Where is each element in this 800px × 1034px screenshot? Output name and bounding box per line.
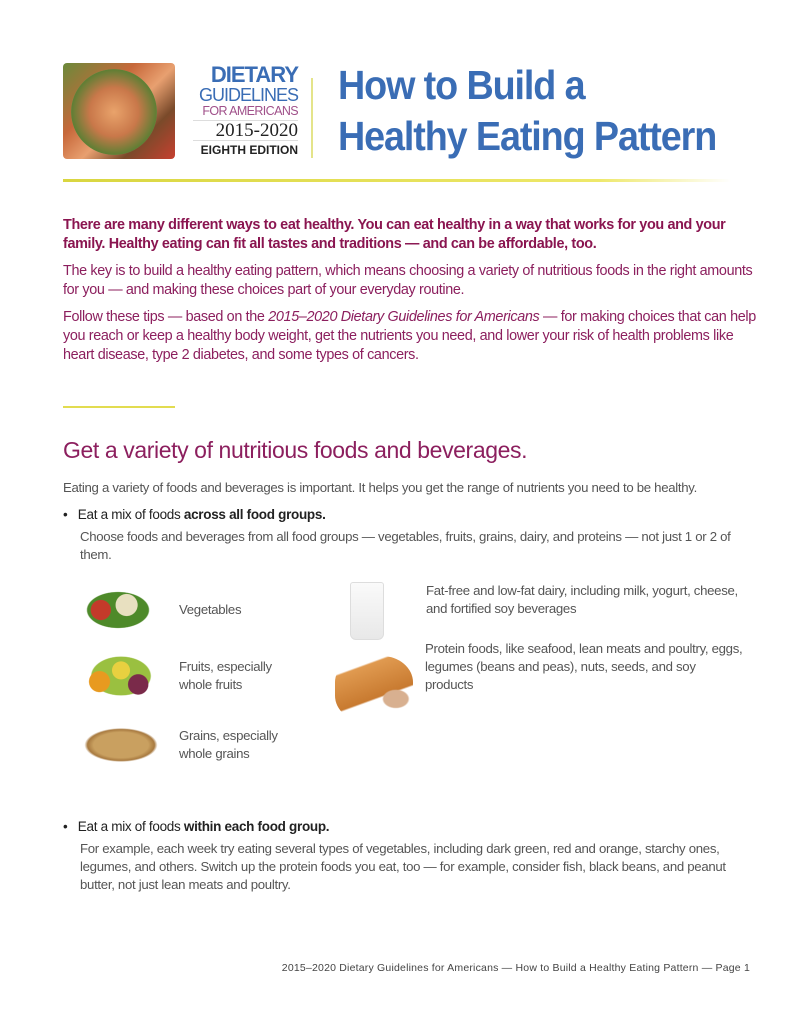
section-heading: Get a variety of nutritious foods and beverages. (63, 437, 528, 463)
logo-line1: DIETARY (210, 62, 298, 87)
text: across all food groups. (183, 507, 326, 522)
logo-line2: GUIDELINES (198, 85, 298, 105)
section-lead: Eating a variety of foods and beverages is important. It helps you get the range of nutrients you need to be healthy. (63, 480, 697, 495)
text: — for making choices that can help you reach or keep a healthy body weight, get the nutrients you need, and lower your risk of health problems like heart disease, type 2 diabetes, and some types of cancers. (63, 309, 756, 363)
page-footer: 2015–2020 Dietary Guidelines for Americans — How to Build a Healthy Eating Pattern — Page 1 (281, 962, 750, 974)
divider (63, 179, 731, 182)
logo-years: 2015-2020 (193, 120, 298, 141)
page-title (338, 60, 716, 162)
food-protein (335, 640, 745, 722)
vegetables-icon (75, 585, 161, 635)
intro-p2: The key is to build a healthy eating pattern, which means choosing a variety of nutritious foods in the right amounts for you — and making these choices part of your everyday routine. (63, 263, 753, 298)
dietary-guidelines-logo (193, 64, 298, 156)
food-label: Fruits, especially whole fruits (179, 659, 272, 692)
divider (63, 406, 175, 408)
food-label: Fat-free and low-fat dairy, including milk, yogurt, cheese, and fortified soy beverages (426, 583, 738, 616)
bullet-dot: • (63, 507, 78, 522)
protein-icon (335, 656, 413, 722)
bullet-1-text: Choose foods and beverages from all food groups — vegetables, fruits, grains, dairy, and proteins — not just 1 or 2 of them. (80, 529, 731, 562)
food-vegetables (75, 585, 241, 635)
food-dairy (350, 582, 746, 640)
bullet-2-text: For example, each week try eating several types of vegetables, including dark green, red and orange, starchy ones, legumes, and others. Switch up the protein foods you eat, too — for example, consider fish, black beans, and peanut butter, not just lean meats and poultry. (80, 841, 726, 892)
food-fruits (78, 648, 289, 704)
text: Eat a mix of foods (77, 507, 184, 522)
intro-p3 (63, 308, 763, 365)
title-line2: Healthy Eating Pattern (338, 113, 717, 159)
intro-bold: There are many different ways to eat healthy. You can eat healthy in a way that works for you and your family. Healthy eating can fit all tastes and traditions — and can be affordable, too. (63, 217, 726, 252)
text: Eat a mix of foods (77, 819, 184, 834)
food-label: Protein foods, like seafood, lean meats and poultry, eggs, legumes (beans and peas), nuts, seeds, and soy products (425, 641, 743, 692)
title-line1: How to Build a (338, 62, 585, 108)
bullet-1 (63, 506, 743, 564)
grains-icon (78, 725, 164, 765)
fruits-icon (78, 648, 164, 704)
bullet-dot: • (63, 819, 78, 834)
logo-food-image (63, 63, 175, 159)
guidelines-title: 2015–2020 Dietary Guidelines for Americans (268, 309, 540, 325)
logo-line3: FOR AMERICANS (202, 104, 298, 118)
divider (311, 78, 313, 158)
logo-edition: EIGHTH EDITION (200, 142, 298, 157)
bullet-2 (63, 818, 743, 894)
food-label: Vegetables (179, 602, 242, 617)
text: Follow these tips — based on the (63, 309, 269, 325)
milk-glass-icon (350, 582, 384, 640)
intro (63, 216, 763, 373)
food-grains (78, 725, 289, 765)
text: within each food group. (183, 819, 330, 834)
food-label: Grains, especially whole grains (179, 728, 278, 761)
